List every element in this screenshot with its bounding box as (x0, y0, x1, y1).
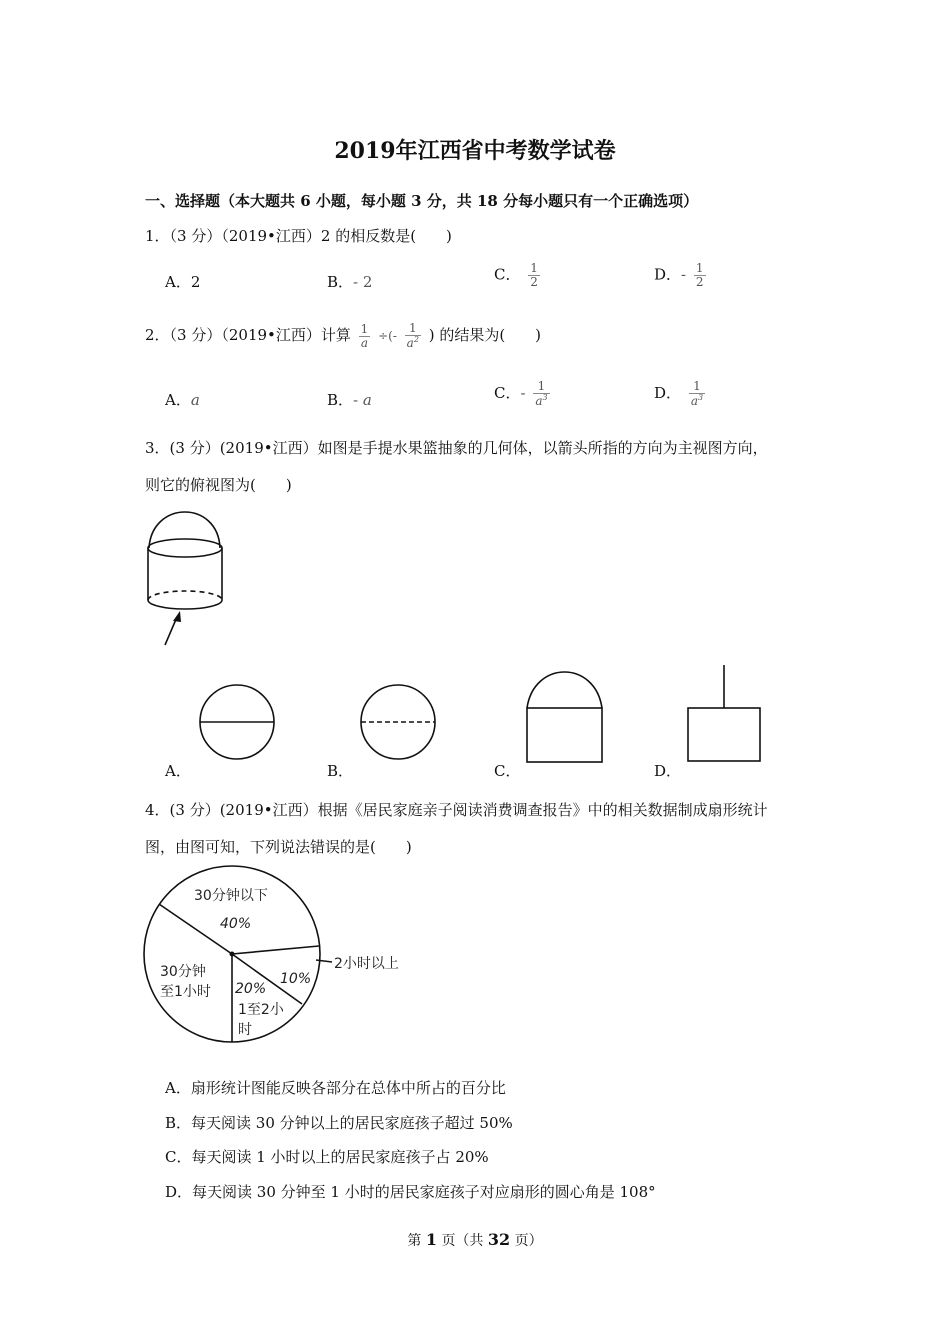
page-total: 32 (487, 1230, 511, 1249)
question-4-line1: 4．(3 分）(2019•江西）根据《居民家庭亲子阅读消费调查报告》中的相关数据制成扇形统计 (145, 801, 768, 819)
question-2-stem: 2．（3 分）（2019•江西）计算 $\frac{1}{a}$ ÷(- $\frac{1}{a^2}$ ) 的结果为( ) (145, 321, 542, 351)
slice-label-1to2h-line2: 时 (238, 1022, 252, 1038)
slice-value-20: 20% (235, 981, 267, 997)
q2-option-c: C．- $\frac{1}{a^3}$ (494, 379, 548, 409)
option-a-figure (195, 680, 280, 765)
q2-option-b: B．- a (327, 391, 372, 409)
option-b-figure (356, 680, 441, 765)
q3-option-c-label: C． (494, 762, 521, 780)
q4-option-b: B．每天阅读 30 分钟以上的居民家庭孩子超过 50% (165, 1114, 513, 1132)
question-1-stem: 1．（3 分）（2019•江西）2 的相反数是( ) (145, 227, 452, 245)
leader-line (316, 960, 332, 962)
q4-option-c: C．每天阅读 1 小时以上的居民家庭孩子占 20% (165, 1148, 489, 1166)
slice-value-10: 10% (280, 971, 312, 987)
question-3-line1: 3．(3 分）(2019•江西）如图是手提水果篮抽象的几何体，以箭头所指的方向为主视图方向， (145, 439, 768, 457)
page-title: 2019年江西省中考数学试卷 (334, 138, 616, 164)
slice-label-1to2h-line1: 1至2小 (238, 1002, 284, 1018)
q3-option-a-label: A． (165, 762, 191, 780)
q2-option-a: A．a (165, 391, 200, 409)
q1-option-d: D．- $\frac{1}{2}$ (654, 261, 704, 290)
pie-chart (140, 862, 420, 1052)
q4-option-d: D．每天阅读 30 分钟至 1 小时的居民家庭孩子对应扇形的圆心角是 108° (165, 1183, 656, 1201)
q1-option-a: A．2 (165, 273, 201, 291)
slice-value-40: 40% (220, 916, 252, 932)
q1-option-b: B．- 2 (327, 273, 373, 291)
slice-label-30min-1h-line2: 至1小时 (160, 984, 211, 1000)
pie-center (230, 952, 235, 957)
question-4-line2: 图，由图可知，下列说法错误的是( ) (145, 838, 412, 856)
slice-label-under-30min: 30分钟以下 (194, 888, 268, 904)
section-heading: 一、选择题（本大题共 6 小题，每小题 3 分，共 18 分每小题只有一个正确选项） (145, 192, 699, 210)
q4-option-a: A．扇形统计图能反映各部分在总体中所占的百分比 (165, 1079, 506, 1097)
basket-figure (140, 505, 240, 655)
q2-option-d: D． $\frac{1}{a^3}$ (654, 379, 704, 409)
page-number: 1 (425, 1230, 437, 1249)
page-footer: 第 1 页（共 32 页） (407, 1230, 543, 1249)
slice-label-over-2h: 2小时以上 (334, 956, 399, 972)
option-c-figure (522, 668, 607, 768)
q3-option-d-label: D． (654, 762, 682, 780)
q3-option-b-label: B． (327, 762, 354, 780)
question-3-line2: 则它的俯视图为( ) (145, 476, 292, 494)
option-d-figure (684, 663, 769, 768)
slice-label-30min-1h-line1: 30分钟 (160, 964, 206, 980)
pie-divider-2 (232, 946, 319, 954)
q1-option-c: C． $\frac{1}{2}$ (494, 261, 538, 290)
